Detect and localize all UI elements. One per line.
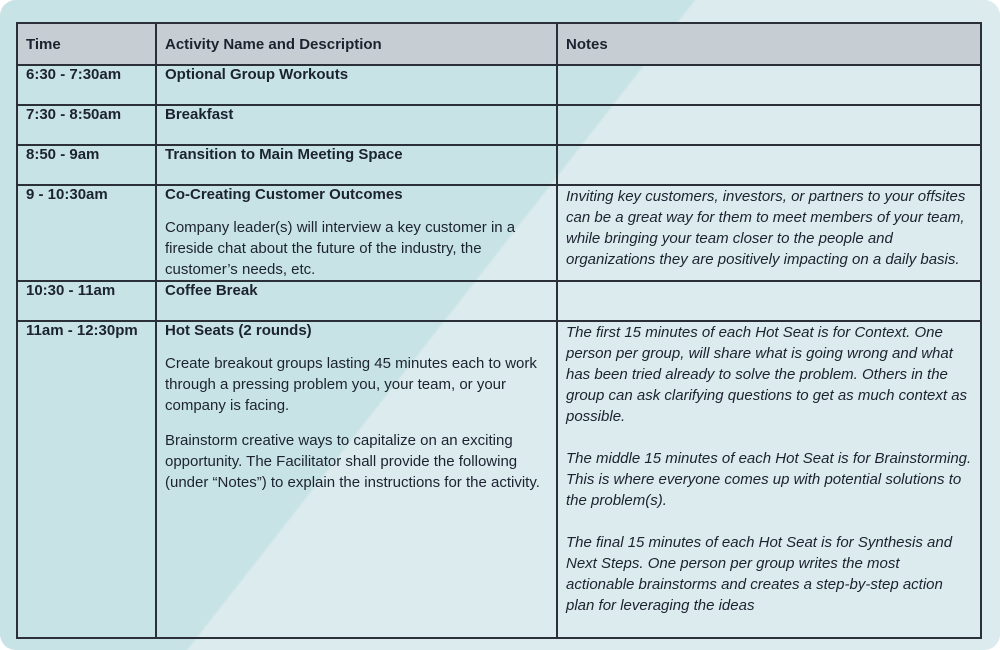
- header-activity: Activity Name and Description: [156, 23, 557, 65]
- notes-cell: [557, 105, 981, 145]
- notes-cell: [557, 321, 981, 638]
- table-row: [17, 321, 981, 638]
- activity-cell: [156, 65, 557, 105]
- activity-name: Coffee Break: [165, 282, 258, 299]
- table-row: [17, 185, 981, 281]
- header-notes: Notes: [557, 23, 981, 65]
- activity-name: Transition to Main Meeting Space: [165, 146, 403, 163]
- table-row: [17, 145, 981, 185]
- notes-cell: [557, 185, 981, 281]
- activity-cell: [156, 321, 557, 638]
- time-cell: 7:30 - 8:50am: [17, 105, 156, 145]
- activity-name: Co-Creating Customer Outcomes: [165, 186, 403, 203]
- time-cell: 6:30 - 7:30am: [17, 65, 156, 105]
- schedule-table: [16, 22, 982, 639]
- note-text: Inviting key customers, investors, or partners to your offsites can be a great way for them to meet members of your team, while bringing your team closer to the people and organizations they are positively impacting on a daily basis.: [566, 188, 966, 268]
- header-time: Time: [17, 23, 156, 65]
- activity-cell: [156, 281, 557, 321]
- table-header-row: [17, 23, 981, 65]
- activity-description: Brainstorm creative ways to capitalize on an exciting opportunity. The Facilitator shall provide the following (under “Notes”) to explain the instructions for the activity.: [165, 432, 540, 491]
- activity-cell: [156, 185, 557, 281]
- notes-cell: [557, 65, 981, 105]
- table-row: [17, 105, 981, 145]
- activity-cell: [156, 145, 557, 185]
- notes-cell: [557, 145, 981, 185]
- activity-name: Hot Seats (2 rounds): [165, 322, 312, 339]
- time-cell: 9 - 10:30am: [17, 185, 156, 281]
- activity-description: Create breakout groups lasting 45 minutes each to work through a pressing problem you, your team, or your company is facing.: [165, 355, 537, 414]
- activity-name: Breakfast: [165, 106, 234, 123]
- notes-cell: [557, 281, 981, 321]
- time-cell: 10:30 - 11am: [17, 281, 156, 321]
- table-row: [17, 281, 981, 321]
- time-cell: 11am - 12:30pm: [17, 321, 156, 638]
- note-text: The final 15 minutes of each Hot Seat is for Synthesis and Next Steps. One person per group writes the most actionable brainstorms and creates a step-by-step action plan for leveraging the ideas: [566, 534, 953, 614]
- activity-name: Optional Group Workouts: [165, 66, 349, 83]
- note-text: The middle 15 minutes of each Hot Seat is for Brainstorming. This is where everyone comes up with potential solutions to the problem(s).: [566, 450, 972, 509]
- activity-cell: [156, 105, 557, 145]
- activity-description: Company leader(s) will interview a key customer in a fireside chat about the future of the industry, the customer’s needs, etc.: [165, 219, 516, 278]
- table-row: [17, 65, 981, 105]
- note-text: The first 15 minutes of each Hot Seat is for Context. One person per group, will share what is going wrong and what has been tried already to solve the problem. Others in the group can ask clarifying questions to get as much context as possible.: [566, 324, 968, 425]
- time-cell: 8:50 - 9am: [17, 145, 156, 185]
